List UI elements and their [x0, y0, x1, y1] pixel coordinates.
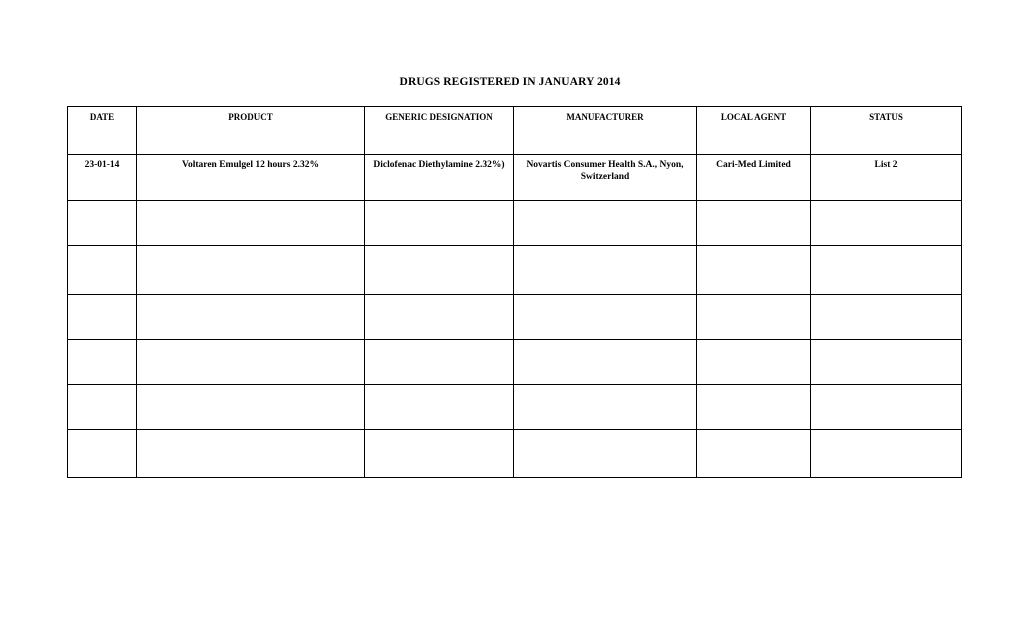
cell-manufacturer — [514, 385, 697, 430]
cell-manufacturer: Novartis Consumer Health S.A., Nyon, Switzerland — [514, 155, 697, 201]
cell-generic-designation: Diclofenac Diethylamine 2.32%) — [365, 155, 514, 201]
cell-date — [68, 340, 137, 385]
cell-generic-designation — [365, 295, 514, 340]
cell-status — [811, 295, 962, 340]
cell-generic-designation — [365, 430, 514, 478]
table-row — [68, 385, 962, 430]
table-row — [68, 340, 962, 385]
cell-local-agent — [697, 340, 811, 385]
cell-local-agent — [697, 246, 811, 295]
cell-date — [68, 246, 137, 295]
cell-local-agent — [697, 201, 811, 246]
cell-manufacturer — [514, 430, 697, 478]
cell-status — [811, 430, 962, 478]
cell-local-agent — [697, 430, 811, 478]
cell-date — [68, 430, 137, 478]
column-header-status: STATUS — [811, 107, 962, 155]
table-row — [68, 246, 962, 295]
cell-manufacturer — [514, 201, 697, 246]
cell-date — [68, 295, 137, 340]
cell-manufacturer — [514, 246, 697, 295]
cell-local-agent: Cari-Med Limited — [697, 155, 811, 201]
cell-status: List 2 — [811, 155, 962, 201]
cell-date — [68, 201, 137, 246]
cell-product — [137, 385, 365, 430]
cell-status — [811, 385, 962, 430]
column-header-product: PRODUCT — [137, 107, 365, 155]
cell-product — [137, 201, 365, 246]
table-row — [68, 155, 962, 201]
cell-local-agent — [697, 295, 811, 340]
column-header-manufacturer: MANUFACTURER — [514, 107, 697, 155]
cell-product: Voltaren Emulgel 12 hours 2.32% — [137, 155, 365, 201]
cell-status — [811, 201, 962, 246]
cell-product — [137, 295, 365, 340]
cell-date: 23-01-14 — [68, 155, 137, 201]
cell-generic-designation — [365, 246, 514, 295]
column-header-generic-designation: GENERIC DESIGNATION — [365, 107, 514, 155]
table-row — [68, 201, 962, 246]
cell-status — [811, 340, 962, 385]
cell-manufacturer — [514, 295, 697, 340]
drugs-table — [67, 106, 962, 478]
column-header-date: DATE — [68, 107, 137, 155]
cell-product — [137, 340, 365, 385]
page-title: DRUGS REGISTERED IN JANUARY 2014 — [399, 76, 621, 88]
cell-generic-designation — [365, 201, 514, 246]
cell-status — [811, 246, 962, 295]
table-row — [68, 430, 962, 478]
cell-manufacturer — [514, 340, 697, 385]
cell-local-agent — [697, 385, 811, 430]
cell-product — [137, 246, 365, 295]
cell-date — [68, 385, 137, 430]
cell-generic-designation — [365, 385, 514, 430]
table-header-row — [68, 107, 962, 155]
cell-product — [137, 430, 365, 478]
table-row — [68, 295, 962, 340]
column-header-local-agent: LOCAL AGENT — [697, 107, 811, 155]
cell-generic-designation — [365, 340, 514, 385]
